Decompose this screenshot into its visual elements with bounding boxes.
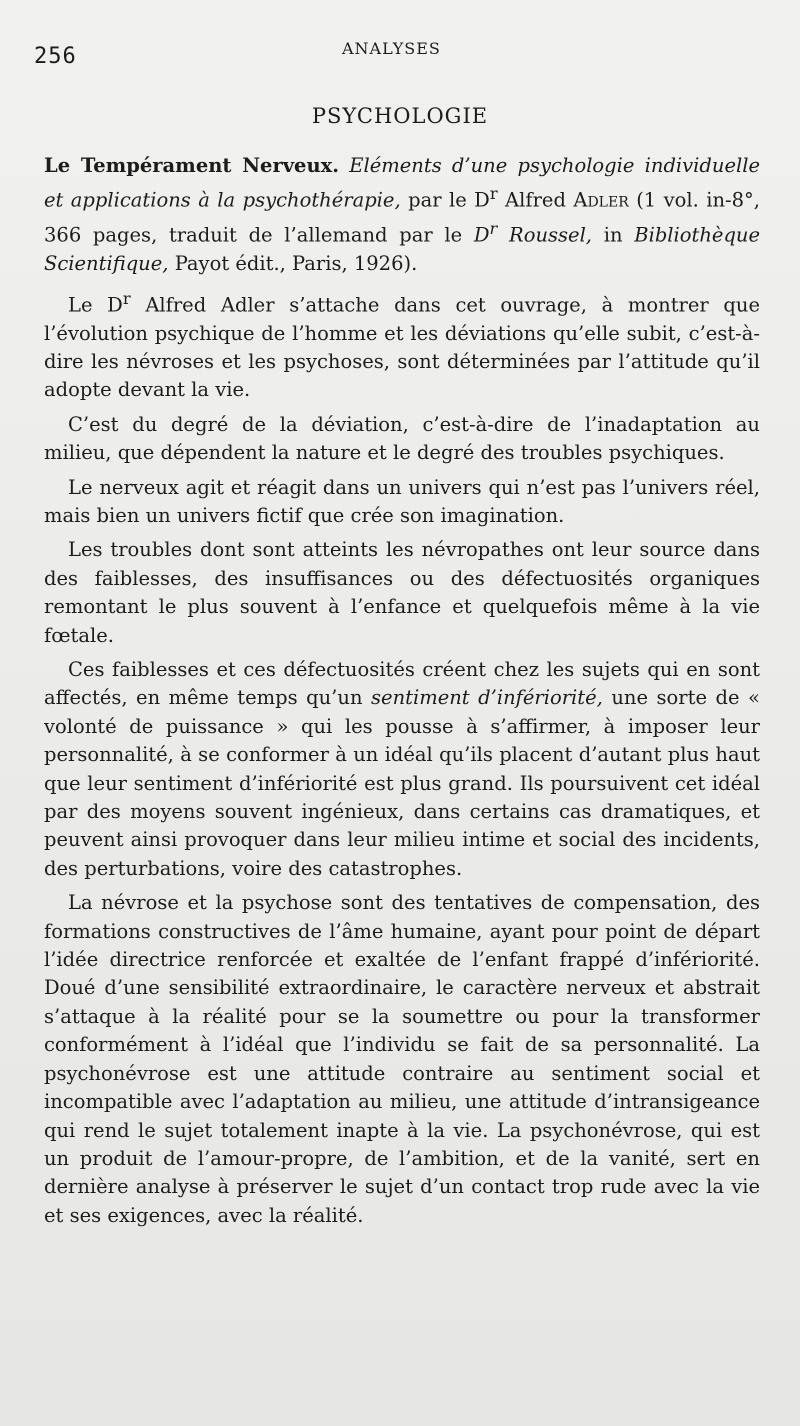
paragraph-5 bbox=[44, 656, 760, 883]
paragraph-3: Le nerveux agit et réagit dans un univers qui n’est pas l’univers réel, mais bien un univers fictif que crée son imagination. bbox=[44, 475, 760, 527]
book-title: Le Tempérament Nerveux. bbox=[44, 154, 340, 177]
publisher-info: Payot édit., Paris, 1926). bbox=[174, 252, 418, 276]
paragraph-4: Les troubles dont sont atteints les névropathes ont leur source dans des faiblesses, des insuffisances ou des défectuosités organiques remontant le plus souvent à l’enfance et quelquefois même à la vie fœtale. bbox=[44, 538, 760, 647]
paragraph-5-rest: une sorte de « volonté de puissance » qui les pousse à s’affirmer, à imposer leur personnalité, à se conformer à un idéal qu’ils placent d’autant plus haut que leur sentiment d’infériorité est plus grand. Ils poursuivent cet idéal par des moyens souvent ingénieux, dans certains cas dramatiques, et peuvent ainsi provoquer dans leur milieu intime et social des incidents, des perturbations, voire des catastrophes. bbox=[44, 686, 760, 880]
paragraph-5-start: Ces faiblesses et ces défectuosités créent chez les sujets qui en sont affectés, en même temps qu’un bbox=[44, 658, 760, 710]
author-surname: Adler bbox=[573, 188, 629, 212]
author-prefix: par le D bbox=[408, 188, 490, 212]
translator-title-sup: r bbox=[489, 219, 498, 239]
paragraph-6: La névrose et la psychose sont des tentatives de compensation, des formations constructives de l’âme humaine, ayant pour point de départ l’idée directrice renforcée et exaltée de l’enfant frappé d’infériorité. Doué d’une sensibilité extraordinaire, le caractère nerveux et abstrait s’attaque à la réalité pour se la soumettre ou pour la transformer conformément à l’idéal que l’individu se fait de sa personnalité. La psychonévrose est une attitude contraire au sentiment social et incompatible avec l’adaptation au milieu, une attitude d’intransigeance qui rend le sujet totalement inapte à la vie. La psychonévrose, qui est un produit de l’amour-propre, de l’ambition, et de la vanité, sert en dernière analyse à préserver le sujet d’un contact trop rude avec la vie et ses exigences, avec la réalité. bbox=[44, 891, 760, 1227]
paragraph-2: C’est du degré de la déviation, c’est-à-dire de l’inadaptation au milieu, que dépendent la nature et le degré des troubles psychiques. bbox=[44, 412, 760, 465]
paragraph-1-sup: r bbox=[122, 288, 131, 308]
paragraph-1-rest: Alfred Adler s’attache dans cet ouvrage, à montrer que l’évolution psychique de l’homme et les déviations qu’elle subit, c’est-à-dire les névroses et les psychoses, sont déterminées par l’attitude qu’il adopte devant la vie. bbox=[44, 293, 761, 402]
book-subtitle: Eléments d’une psychologie individuelle et applications à la psychothérapie, bbox=[44, 154, 761, 212]
publication-info: (1 vol. in-8°, 366 pages, traduit de l’allemand par le bbox=[44, 188, 761, 247]
translator-name: Roussel, bbox=[509, 223, 593, 247]
paragraph-5-italic: sentiment d’infériorité, bbox=[371, 686, 603, 710]
author-title-sup: r bbox=[489, 184, 498, 204]
in-word: in bbox=[603, 223, 623, 247]
paragraph-1-start: Le D bbox=[68, 293, 123, 317]
section-title: PSYCHOLOGIE bbox=[311, 104, 489, 128]
body-text bbox=[44, 152, 760, 1230]
paragraph-1 bbox=[44, 285, 760, 405]
book-entry bbox=[44, 152, 760, 279]
translator-title: D bbox=[473, 223, 490, 247]
author-first-name: Alfred bbox=[505, 188, 566, 212]
page-header bbox=[32, 38, 760, 74]
running-head: ANALYSES bbox=[342, 39, 441, 58]
page-number: 256 bbox=[34, 44, 77, 69]
collection-name: Bibliothèque Scientifique, bbox=[44, 223, 761, 276]
